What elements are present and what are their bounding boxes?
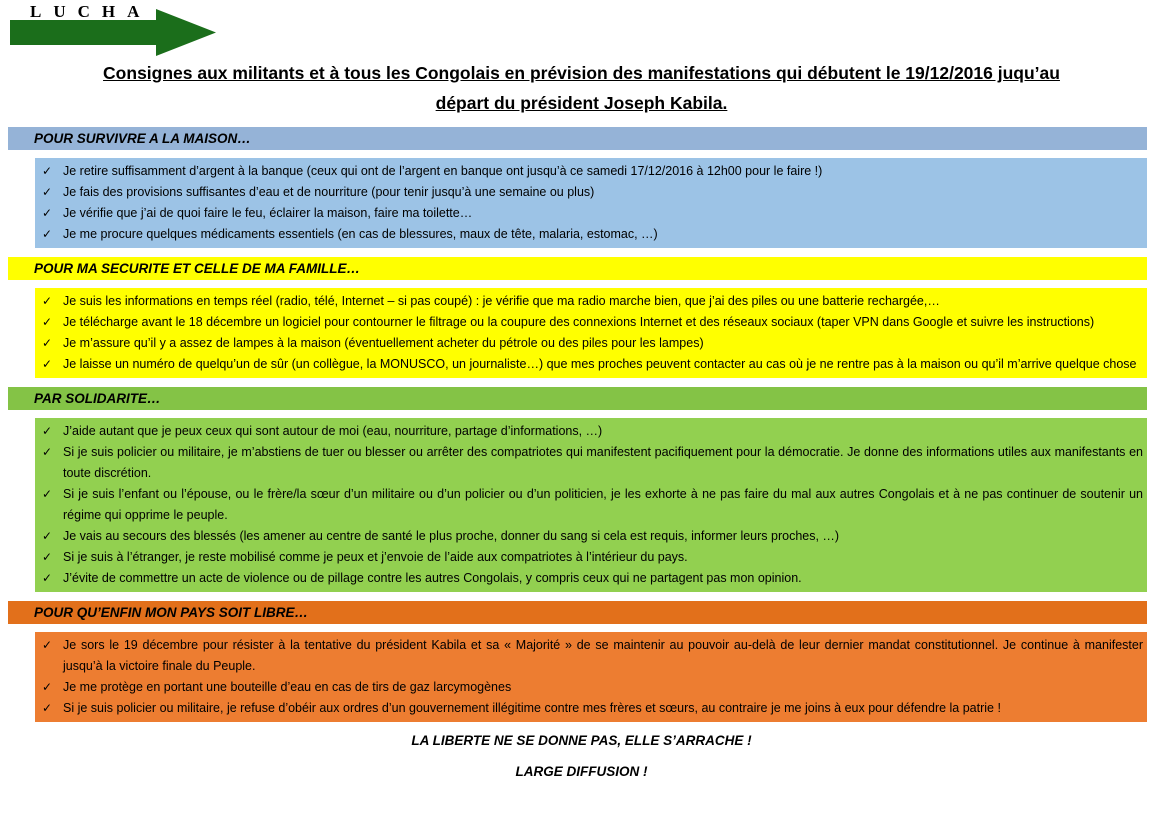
list-item-text: J’évite de commettre un acte de violence ou de pillage contre les autres Congolais, y compris ceux qui ne partagent pas mon opinion. — [63, 571, 802, 585]
title-line-2: départ du président Joseph Kabila. — [435, 93, 728, 113]
section-header-solidarite: PAR SOLIDARITE… — [8, 387, 1147, 410]
list-item-text: Je télécharge avant le 18 décembre un logiciel pour contourner le filtrage ou la coupure des connexions Internet et des réseaux sociaux (taper VPN dans Google et suivre les instructions) — [63, 315, 1095, 329]
list-item-text: Je me procure quelques médicaments essentiels (en cas de blessures, maux de tête, malaria, estomac, …) — [63, 227, 658, 241]
list-item — [35, 547, 1143, 568]
document-title — [10, 58, 1153, 118]
section-body-pays-libre — [35, 632, 1147, 722]
checkmark-icon: ✓ — [42, 680, 53, 694]
list-item-text: Je fais des provisions suffisantes d’eau et de nourriture (pour tenir jusqu’à une semaine ou plus) — [63, 185, 595, 199]
checkmark-icon: ✓ — [42, 206, 53, 220]
list-item — [35, 526, 1143, 547]
section-body-securite — [35, 288, 1147, 378]
section-body-solidarite — [35, 418, 1147, 592]
checkmark-icon: ✓ — [42, 357, 53, 371]
list-item — [35, 291, 1143, 312]
list-item-text: J’aide autant que je peux ceux qui sont autour de moi (eau, nourriture, partage d’informations, …) — [63, 424, 603, 438]
section-header-survivre: POUR SURVIVRE A LA MAISON… — [8, 127, 1147, 150]
section-securite — [8, 257, 1147, 378]
checkmark-icon: ✓ — [42, 487, 53, 501]
list-item-text: Si je suis à l’étranger, je reste mobilisé comme je peux et j’envoie de l’aide aux compatriotes à l’intérieur du pays. — [63, 550, 688, 564]
checkmark-icon: ✓ — [42, 185, 53, 199]
list-item-text: Je suis les informations en temps réel (radio, télé, Internet – si pas coupé) : je vérifie que ma radio marche bien, que j’ai des piles ou une batterie rechargée,… — [63, 294, 940, 308]
list-item-text: Je retire suffisamment d’argent à la banque (ceux qui ont de l’argent en banque ont jusqu’à ce samedi 17/12/2016 à 12h00 pour le faire !) — [63, 164, 823, 178]
checkmark-icon: ✓ — [42, 294, 53, 308]
list-item-text: Si je suis policier ou militaire, je refuse d’obéir aux ordres d’un gouvernement illégitime contre mes frères et sœurs, au contraire je me joins à eux pour défendre la patrie ! — [63, 701, 1001, 715]
sections-container — [0, 127, 1163, 722]
list-item-text: Je laisse un numéro de quelqu’un de sûr (un collègue, la MONUSCO, un journaliste…) que mes proches peuvent contacter au cas où je ne rentre pas à la maison ou qu’il m’arrive quelque chose — [63, 357, 1137, 371]
section-pays-libre — [8, 601, 1147, 722]
lucha-logo-text: LUCHA — [30, 2, 152, 21]
list-item-text: Je vais au secours des blessés (les amener au centre de santé le plus proche, donner du sang si cela est requis, informer leurs proches, …) — [63, 529, 840, 543]
section-header-pays-libre: POUR QU’ENFIN MON PAYS SOIT LIBRE… — [8, 601, 1147, 624]
checkmark-icon: ✓ — [42, 701, 53, 715]
lucha-logo — [0, 0, 1163, 58]
checkmark-icon: ✓ — [42, 336, 53, 350]
list-item-text: Je me protège en portant une bouteille d’eau en cas de tirs de gaz larcymogènes — [63, 680, 512, 694]
list-item — [35, 484, 1143, 526]
list-item-text: Si je suis policier ou militaire, je m’abstiens de tuer ou blesser ou arrêter des compatriotes qui manifestent pacifiquement pour la démocratie. Je donne des informations utiles aux manifestants en toute discrétion. — [63, 445, 1143, 480]
list-item — [35, 182, 1143, 203]
section-header-securite: POUR MA SECURITE ET CELLE DE MA FAMILLE… — [8, 257, 1147, 280]
list-item — [35, 354, 1143, 375]
checkmark-icon: ✓ — [42, 445, 53, 459]
footer-slogan: LA LIBERTE NE SE DONNE PAS, ELLE S’ARRACHE ! — [411, 733, 752, 748]
checkmark-icon: ✓ — [42, 424, 53, 438]
list-item-text: Je vérifie que j’ai de quoi faire le feu, éclairer la maison, faire ma toilette… — [63, 206, 473, 220]
list-item — [35, 333, 1143, 354]
list-item-text: Je m’assure qu’il y a assez de lampes à la maison (éventuellement acheter du pétrole ou des piles pour les lampes) — [63, 336, 704, 350]
list-item — [35, 161, 1143, 182]
section-survivre — [8, 127, 1147, 248]
checkmark-icon: ✓ — [42, 164, 53, 178]
list-item — [35, 224, 1143, 245]
list-item — [35, 698, 1143, 719]
checkmark-icon: ✓ — [42, 638, 53, 652]
list-item — [35, 677, 1143, 698]
list-item-text: Je sors le 19 décembre pour résister à la tentative du président Kabila et sa « Majorité » de se maintenir au pouvoir au-delà de leur dernier mandat constitutionnel. Je continue à manifester jusqu’à la victoire finale du Peuple. — [63, 638, 1143, 673]
list-item — [35, 635, 1143, 677]
list-item — [35, 203, 1143, 224]
list-item — [35, 421, 1143, 442]
checkmark-icon: ✓ — [42, 315, 53, 329]
arrow-right-icon — [10, 7, 216, 58]
list-item — [35, 442, 1143, 484]
list-item-text: Si je suis l’enfant ou l’épouse, ou le frère/la sœur d’un militaire ou d’un policier ou d’un politicien, je les exhorte à ne pas faire du mal aux autres Congolais et à ne pas continuer de soutenir un régime qui opprime le peuple. — [63, 487, 1143, 522]
title-line-1: Consignes aux militants et à tous les Congolais en prévision des manifestations qui débutent le 19/12/2016 juqu’au — [103, 63, 1060, 83]
section-solidarite — [8, 387, 1147, 592]
checkmark-icon: ✓ — [42, 529, 53, 543]
list-item — [35, 568, 1143, 589]
list-item — [35, 312, 1143, 333]
checkmark-icon: ✓ — [42, 227, 53, 241]
section-body-survivre — [35, 158, 1147, 248]
footer-diffusion: LARGE DIFFUSION ! — [515, 764, 648, 779]
footer — [0, 731, 1163, 782]
checkmark-icon: ✓ — [42, 571, 53, 585]
checkmark-icon: ✓ — [42, 550, 53, 564]
